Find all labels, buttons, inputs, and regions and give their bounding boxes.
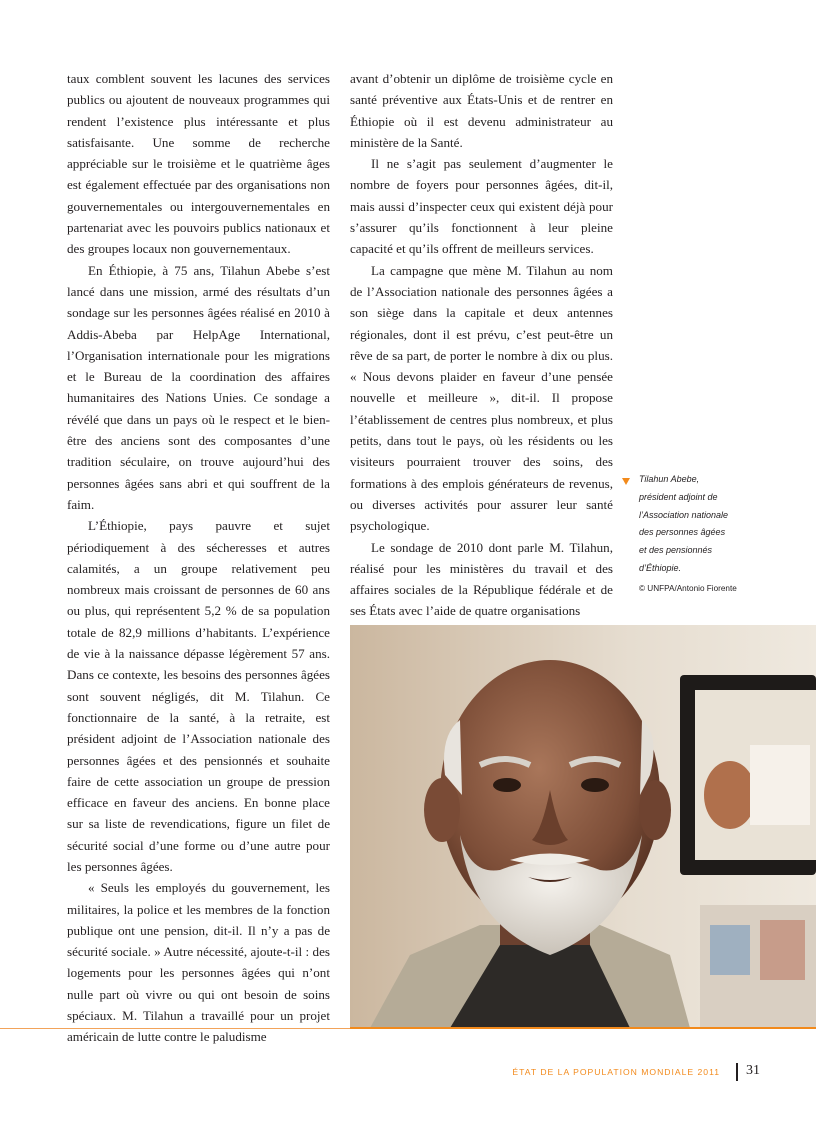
- caption-line: des personnes âgées: [639, 527, 726, 538]
- caption-text: [639, 471, 742, 578]
- paragraph: Le sondage de 2010 dont parle M. Tilahun, réalisé pour les ministères du travail et des affaires sociales de la République fédérale et de ses États avec l’aide de quatre organisations: [350, 539, 613, 619]
- portrait-photo: [350, 625, 816, 1028]
- running-footer-title: ÉTAT DE LA POPULATION MONDIALE 2011: [512, 1067, 720, 1077]
- page-number: 31: [746, 1063, 760, 1078]
- paragraph: La campagne que mène M. Tilahun au nom de l’Association nationale des personnes âgées a son siège dans la capitale et deux antennes régionales, dont il est prévu, c’est peut-être un rêve de sa part, de porter le nombre à dix ou plus. « Nous devons plaider en faveur d’une pensée nouvelle et meilleure », dit-il. Il propose l’établissement de centres plus nombreux, et plus petits, dans tout le pays, où les résidents ou les visiteurs pourraient trouver des soins, des formations à des emplois générateurs de revenus, ou diverses activités pour assurer leur santé psychologique.: [350, 262, 613, 534]
- caption-line: l’Association nationale: [639, 509, 729, 520]
- paragraph: avant d’obtenir un diplôme de troisième cycle en santé préventive aux États-Unis et de rentrer en Éthiopie où il est devenu administrateur au ministère de la Santé.: [350, 71, 613, 150]
- photo-caption: [622, 471, 742, 596]
- bottom-rule-accent: [350, 1027, 816, 1029]
- left-text-column: [67, 68, 330, 1048]
- photo-credit: © UNFPA/Antonio Fiorente: [639, 583, 737, 593]
- paragraph: Il ne s’agit pas seulement d’augmenter le nombre de foyers pour personnes âgées, dit-il, mais aussi d’inspecter ceux qui existent déjà pour s’assurer qu’ils fonctionnent à leur pleine capacité et qu’ils offrent de meilleurs services.: [350, 156, 613, 257]
- caption-line: et des pensionnés: [639, 545, 713, 556]
- paragraph: En Éthiopie, à 75 ans, Tilahun Abebe s’est lancé dans une mission, armé des résultats d’un sondage sur les personnes âgées réalisé en 2010 à Addis-Abeba par HelpAge International, l’Organisation internationale pour les migrations et le Bureau de la coordination des affaires humanitaires des Nations Unies. Ce sondage a révélé que dans un pays où le respect et le bien-être des anciens sont des composantes d’une tradition séculaire, on trouve aujourd’hui des personnes âgées sans abri et qui souffrent de la faim.: [67, 262, 330, 512]
- caption-pointer-icon: [622, 478, 630, 485]
- caption-line: président adjoint de: [639, 491, 718, 502]
- bottom-rule-left: [0, 1028, 350, 1029]
- footer-separator: [736, 1063, 738, 1081]
- paragraph: L’Éthiopie, pays pauvre et sujet périodiquement à des sécheresses et autres calamités, a un groupe relativement peu nombreux mais croissant de personnes de 60 ans ou plus, qui représentent 5,2 % de sa population totale de 82,9 millions d’habitants. L’expérience de vie à la naissance dépasse légèrement 57 ans. Dans ce contexte, les besoins des personnes âgées sont souvent négligés, dit M. Tilahun. Ce fonctionnaire de la santé, à la retraite, est président adjoint de l’Association nationale des personnes âgées et des pensionnés et souhaite faire de cette association un groupe de pression efficace en faveur des anciens. En bonne place sur sa liste de revendications, figure un filet de sécurité social d’une forme ou d’une autre pour les personnes âgées.: [67, 518, 330, 874]
- caption-line: Tilahun Abebe,: [639, 474, 700, 484]
- paragraph: taux comblent souvent les lacunes des services publics ou ajoutent de nouveaux programmes qui rendent l’existence plus intéressante et plus satisfaisante. Une somme de recherche appréciable sur le troisième et le quatrième âges est également effectuée par des organisations non gouvernementales ou intergouvernementales en partenariat avec les pouvoirs publics nationaux et des groupes locaux non gouvernementaux.: [67, 71, 330, 257]
- paragraph: « Seuls les employés du gouvernement, les militaires, la police et les membres de la fonction publique ont une pension, dit-il. Il n’y a pas de sécurité sociale. » Autre nécessité, ajoute-t-il : des logements pour les personnes âgées qui n’ont nulle part où vivre ou qui ont besoin de soins spéciaux. M. Tilahun a travaillé pour un projet américain de lutte contre le paludisme: [67, 880, 330, 1045]
- middle-text-column: [350, 68, 613, 622]
- caption-line: d’Éthiopie.: [639, 562, 682, 573]
